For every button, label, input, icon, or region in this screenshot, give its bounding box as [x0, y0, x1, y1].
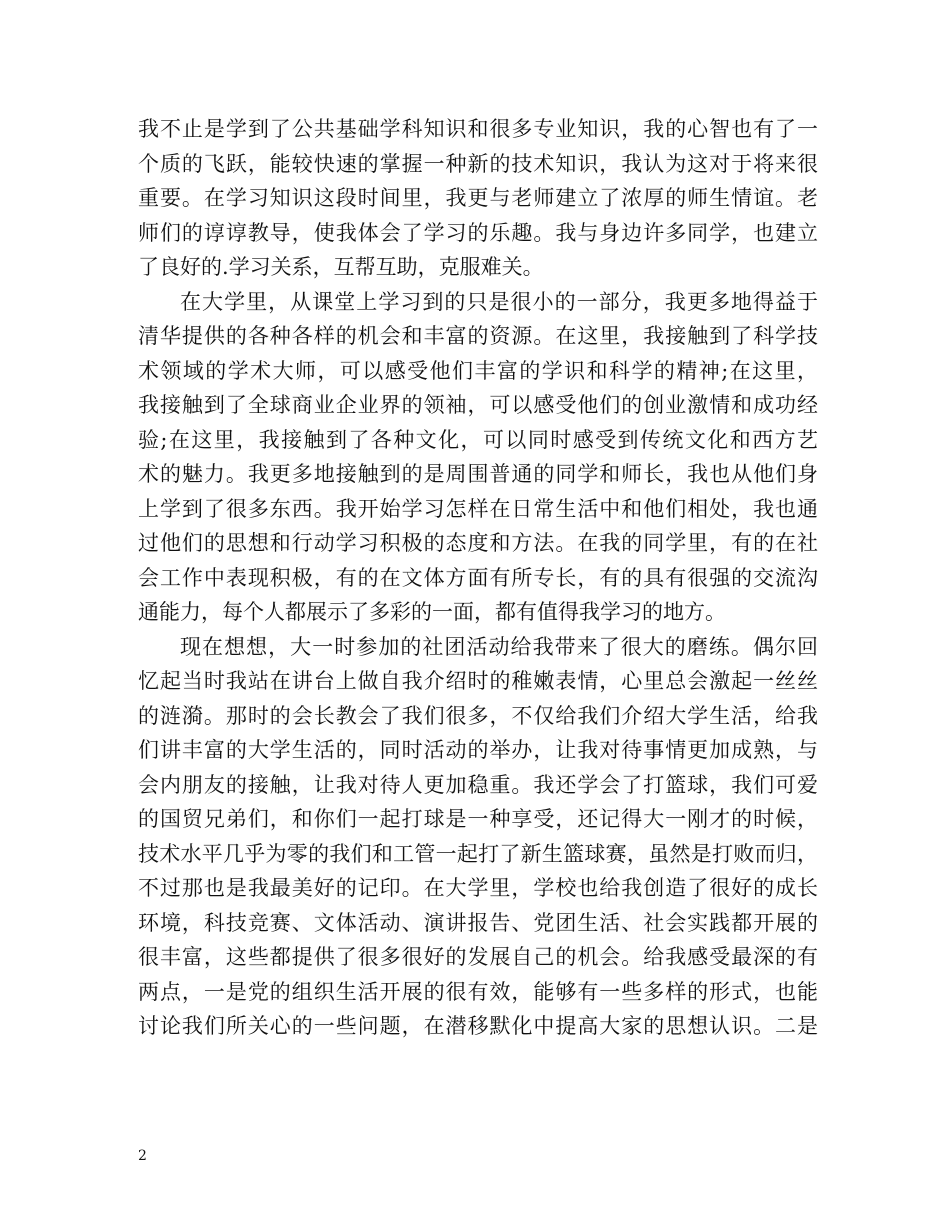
text-line: 个质的飞跃，能较快速的掌握一种新的技术知识，我认为这对于将来很: [138, 151, 818, 176]
body-text: [138, 112, 818, 1044]
text-line: 术的魅力。我更多地接触到的是周围普通的同学和师长，我也从他们身: [138, 462, 818, 486]
page-number: 2: [138, 1148, 147, 1164]
text-line: 讨论我们所关心的一些问题，在潜移默化中提高大家的思想认识。二是: [138, 1014, 818, 1038]
text-line: 们讲丰富的大学生活的，同时活动的举办，让我对待事情更加成熟，与: [138, 738, 818, 762]
text-line: 清华提供的各种各样的机会和丰富的资源。在这里，我接触到了科学技: [138, 324, 818, 348]
text-line: 技术水平几乎为零的我们和工管一起打了新生篮球赛，虽然是打败而归，: [138, 841, 818, 866]
text-line: 过他们的思想和行动学习积极的态度和方法。在我的同学里，有的在社: [138, 531, 818, 555]
text-line: 环境，科技竞赛、文体活动、演讲报告、党团生活、社会实践都开展的: [138, 910, 818, 935]
text-line: 的涟漪。那时的会长教会了我们很多，不仅给我们介绍大学生活，给我: [138, 703, 818, 728]
text-line: 验;在这里，我接触到了各种文化，可以同时感受到传统文化和西方艺: [138, 427, 818, 452]
text-line: 会工作中表现积极，有的在文体方面有所专长，有的具有很强的交流沟: [138, 565, 818, 590]
text-line: 很丰富，这些都提供了很多很好的发展自己的机会。给我感受最深的有: [138, 945, 818, 969]
text-line: 通能力，每个人都展示了多彩的一面，都有值得我学习的地方。: [138, 600, 726, 624]
text-line: 重要。在学习知识这段时间里，我更与老师建立了浓厚的师生情谊。老: [138, 186, 818, 210]
text-line: 上学到了很多东西。我开始学习怎样在日常生活中和他们相处，我也通: [138, 496, 818, 521]
text-line: 我接触到了全球商业企业界的领袖，可以感受他们的创业激情和成功经: [138, 393, 818, 417]
text-line: 两点，一是党的组织生活开展的很有效，能够有一些多样的形式，也能: [138, 979, 818, 1004]
text-line: 不过那也是我最美好的记印。在大学里，学校也给我创造了很好的成长: [138, 876, 818, 900]
text-line: 术领域的学术大师，可以感受他们丰富的学识和科学的精神;在这里，: [138, 358, 818, 383]
text-line: 我不止是学到了公共基础学科知识和很多专业知识，我的心智也有了一: [138, 117, 818, 141]
text-line: 的国贸兄弟们，和你们一起打球是一种享受，还记得大一刚才的时候，: [138, 807, 818, 831]
text-line: 忆起当时我站在讲台上做自我介绍时的稚嫩表情，心里总会激起一丝丝: [138, 669, 818, 693]
text-line: 会内朋友的接触，让我对待人更加稳重。我还学会了打篮球，我们可爱: [138, 772, 818, 797]
text-line: 师们的谆谆教导，使我体会了学习的乐趣。我与身边许多同学，也建立: [138, 220, 818, 245]
text-line: 在大学里，从课堂上学习到的只是很小的一部分，我更多地得益于: [180, 289, 818, 314]
text-line: 了良好的.学习关系，互帮互助，克服难关。: [138, 255, 544, 279]
text-line: 现在想想，大一时参加的社团活动给我带来了很大的磨练。偶尔回: [180, 634, 818, 659]
